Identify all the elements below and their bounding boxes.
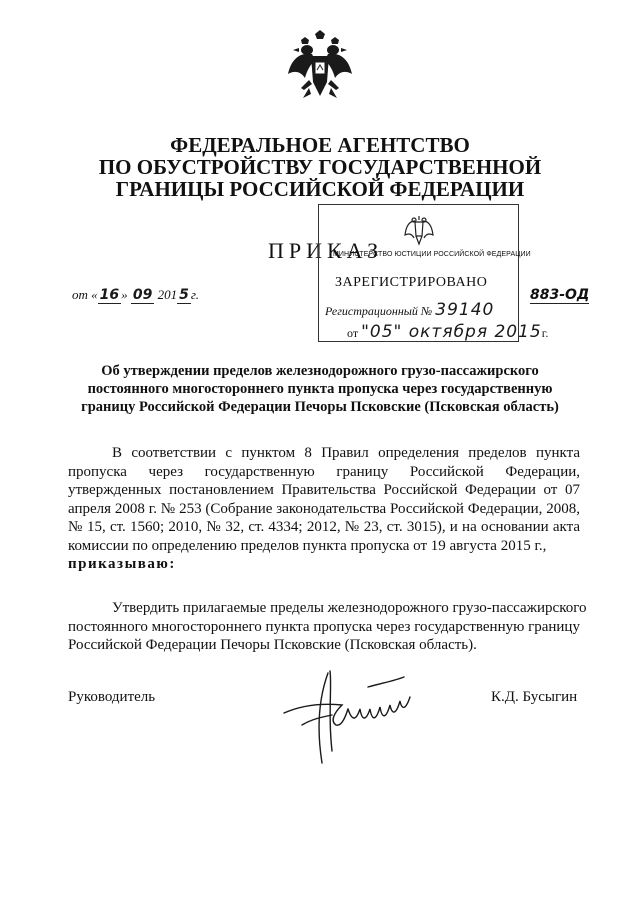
stamp-registration-date xyxy=(347,322,548,342)
stamp-registered: ЗАРЕГИСТРИРОВАНО xyxy=(335,275,488,290)
document-type-title: ПРИКАЗ xyxy=(268,238,384,263)
signatory-name: К.Д. Бусыгин xyxy=(491,689,578,705)
agency-line-1: ФЕДЕРАЛЬНОЕ АГЕНТСТВО xyxy=(170,133,470,157)
date-year-end: г. xyxy=(190,287,200,302)
date-mid: » xyxy=(121,287,128,302)
stamp-regno-value: 39140 xyxy=(435,300,495,320)
stamp-date-end: г. xyxy=(541,326,549,340)
agency-name xyxy=(60,134,580,200)
stamp-emblem-icon xyxy=(403,213,435,249)
date-day: 16 xyxy=(99,287,120,303)
order-subject xyxy=(40,362,600,416)
date-prefix: от « xyxy=(72,287,98,302)
order-date xyxy=(72,287,199,303)
stamp-date-value: "05" октября 2015 xyxy=(361,322,542,342)
stamp-registration-number xyxy=(325,300,494,320)
preamble-paragraph: В соответствии с пунктом 8 Правил определения пределов пункта пропуска через государственную границу Российской Федерации, утвержденных постановлением Правительства Российской Федерации от 07 апреля 2008 г. № 253 (Собрание законодательства Российской Федерации, 2008, № 15, ст. 1560; 2010, № 32, ст. 4334; 2012, № 23, ст. 3015), и на основании акта комиссии по определению пределов пункта пропуска от 19 августа 2015 г., xyxy=(68,445,580,554)
date-month: 09 xyxy=(132,287,153,303)
preamble xyxy=(68,444,580,574)
agency-line-2: ПО ОБУСТРОЙСТВУ ГОСУДАРСТВЕННОЙ xyxy=(98,155,542,179)
coat-of-arms-emblem xyxy=(287,30,353,108)
approval-text: Утвердить прилагаемые пределы железнодорожного грузо-пассажирского постоянного многостороннего пункта пропуска через государственную границу Российской Федерации Печоры Псковские (Псковская область). xyxy=(68,600,587,653)
date-year-suffix: 5 xyxy=(179,287,189,303)
date-year-prefix: 201 xyxy=(157,287,178,302)
subject-line-1: Об утверждении пределов железнодорожного грузо-пассажирского xyxy=(101,363,539,379)
signatory-title: Руководитель xyxy=(68,689,156,705)
stamp-ministry: МИНИСТЕРСТВО ЮСТИЦИИ РОССИЙСКОЙ ФЕДЕРАЦИИ xyxy=(333,251,531,258)
subject-line-3: границу Российской Федерации Печоры Псковские (Псковская область) xyxy=(81,399,559,415)
stamp-date-label: от xyxy=(347,326,359,340)
stamp-regno-label: Регистрационный № xyxy=(325,304,433,318)
agency-line-3: ГРАНИЦЫ РОССИЙСКОЙ ФЕДЕРАЦИИ xyxy=(115,177,525,201)
command-word: приказываю: xyxy=(68,556,176,572)
handwritten-signature xyxy=(272,655,422,770)
order-number: 883-ОД xyxy=(530,287,590,303)
approval-clause xyxy=(68,599,588,655)
subject-line-2: постоянного многостороннего пункта пропуска через государственную xyxy=(87,381,553,397)
registration-stamp xyxy=(318,204,549,342)
